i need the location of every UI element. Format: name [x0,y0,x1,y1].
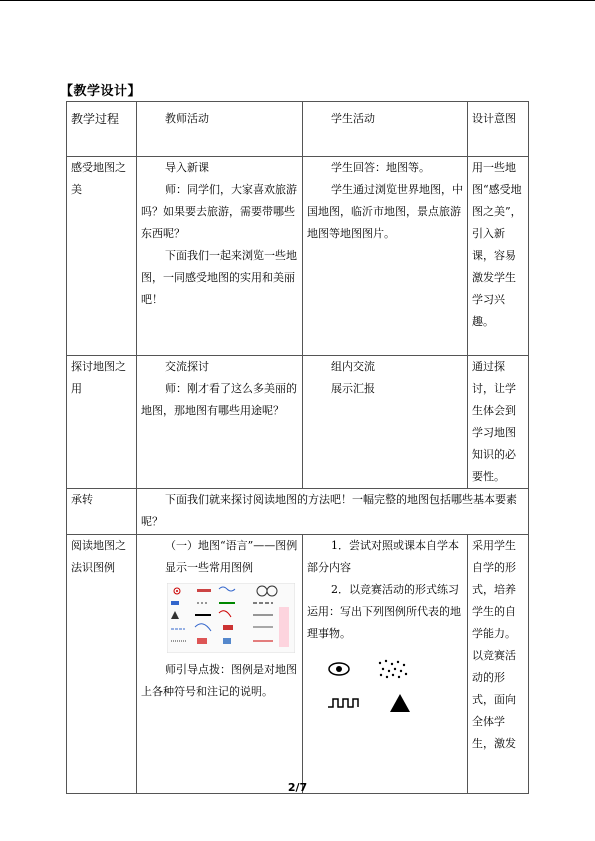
map-symbol-row [327,693,463,713]
teacher-text: 师：同学们，大家喜欢旅游吗？如果要去旅游，需要带哪些东西呢？ [141,183,297,240]
table-row [67,535,529,794]
teacher-cell [137,356,303,489]
teacher-text: 导入新课 [165,161,209,174]
student-text: 1．尝试对照或课本自学本部分内容 [307,539,459,574]
teacher-text: 交流探讨 [165,360,209,373]
legend-symbols-image [167,583,295,653]
teacher-text: （一）地图“语言”——图例 [165,539,298,552]
student-text: 组内交流 [331,360,375,373]
table-row [67,356,529,489]
intent-cell: 采用学生自学的形式，培养学生的自学能力。以竞赛活动的形式，面向全体学生，激发 [468,535,529,794]
symbol-triangle [389,693,411,713]
process-cell: 承转 [67,489,137,535]
header-student: 学生活动 [303,102,468,157]
student-cell [303,535,468,794]
map-symbol-row [327,659,463,679]
teacher-text: 下面我们一起来浏览一些地图，一同感受地图的实用和美丽吧！ [141,249,297,306]
teacher-text: 师引导点拨：图例是对地图上各种符号和注记的说明。 [141,663,297,698]
table-header-row [67,102,529,157]
header-rule [0,0,595,1]
teacher-text: 师：刚才看了这么多美丽的地图，那地图有哪些用途呢？ [141,382,297,417]
symbol-dots [377,659,409,679]
student-text: 2．以竞赛活动的形式练习运用：写出下列图例所代表的地理事物。 [307,583,461,640]
student-text: 展示汇报 [331,382,375,395]
symbol-square-wave [327,695,363,711]
symbol-eye [327,661,351,677]
merged-cell [137,489,529,535]
intent-cell: 通过探讨，让学生体会到学习地图知识的必要性。 [468,356,529,489]
student-cell [303,157,468,356]
table-row [67,157,529,356]
process-cell: 阅读地图之法识图例 [67,535,137,794]
header-process: 教学过程 [67,102,137,157]
student-text: 学生回答：地图等。 [331,161,430,174]
table-row [67,489,529,535]
lesson-plan-table [66,101,529,794]
process-cell: 探讨地图之用 [67,356,137,489]
intent-cell: 用一些地图“感受地图之美”，引入新课，容易激发学生学习兴趣。 [468,157,529,356]
header-intent: 设计意图 [468,102,529,157]
teacher-cell [137,535,303,794]
page-number: 2/7 [287,781,308,794]
teacher-text: 显示一些常用图例 [165,561,253,574]
header-teacher: 教师活动 [137,102,303,157]
student-cell [303,356,468,489]
section-heading: 【教学设计】 [60,84,142,99]
student-text: 学生通过浏览世界地图，中国地图，临沂市地图，景点旅游地图等地图图片。 [307,183,463,240]
teacher-cell [137,157,303,356]
process-cell: 感受地图之美 [67,157,137,356]
transition-text: 下面我们就来探讨阅读地图的方法吧！一幅完整的地图包括哪些基本要素呢？ [141,493,517,528]
